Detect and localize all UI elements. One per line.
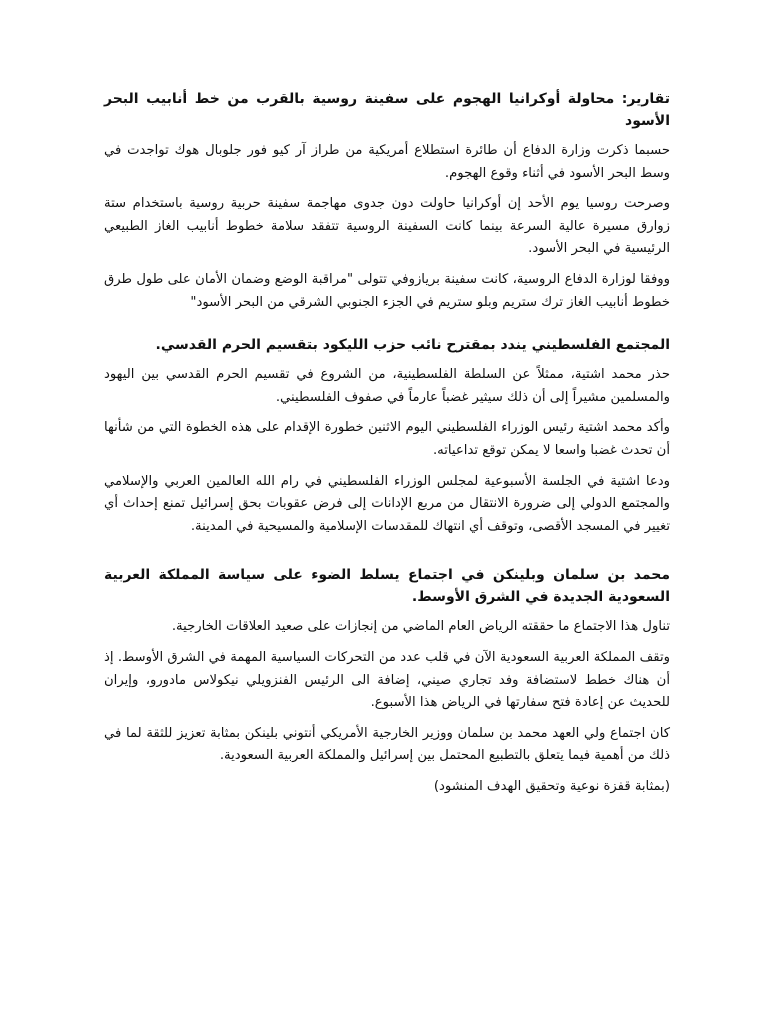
article-paragraph: كان اجتماع ولي العهد محمد بن سلمان ووزير الخارجية الأمريكي أنتوني بلينكن بمثابة تعزيز للثقة لما في ذلك من أهمية فيما يتعلق بالتطبيع المحتمل بين إسرائيل والمملكة العربية السعودية. [104, 725, 670, 764]
article-paragraph: ودعا اشتية في الجلسة الأسبوعية لمجلس الوزراء الفلسطيني في رام الله العالمين العربي والإسلامي والمجتمع الدولي إلى ضرورة الانتقال من مربع الإدانات إلى فرض عقوبات بحق إسرائيل تمنع إحداث أي تغيير في المسجد الأقصى، وتوقف أي انتهاك للمقدسات الإسلامية والمسيحية في المدينة. [104, 473, 670, 534]
article-headline: محمد بن سلمان وبلينكن في اجتماع يسلط الضوء على سياسة المملكة العربية السعودية الجديدة في الشرق الأوسط. [104, 567, 670, 606]
closing-note: (بمثابة قفزة نوعية وتحقيق الهدف المنشود) [433, 778, 670, 794]
document-page [104, 88, 670, 798]
article-ukraine-black-sea [104, 88, 670, 314]
article-paragraph: تناول هذا الاجتماع ما حققته الرياض العام الماضي من إنجازات على صعيد العلاقات الخارجية. [171, 619, 670, 635]
article-palestinian-condemnation [104, 334, 670, 538]
article-paragraph: حسبما ذكرت وزارة الدفاع أن طائرة استطلاع أمريكية من طراز آر كيو فور جلوبال هوك تواجدت في وسط البحر الأسود في أثناء وقوع الهجوم. [104, 143, 670, 181]
article-paragraph: ووفقا لوزارة الدفاع الروسية، كانت سفينة بريازوفي تتولى "مراقبة الوضع وضمان الأمان على طول طرق خطوط أنابيب الغاز ترك ستريم وبلو ستريم في الجزء الجنوبي الشرقي من البحر الأسود" [104, 271, 670, 310]
article-paragraph: وتقف المملكة العربية السعودية الآن في قلب عدد من التحركات السياسية المهمة في الشرق الأوسط. إذ أن هناك خطط لاستضافة وفد تجاري صيني، إضافة الى الرئيس الفنزويلي نيكولاس مادورو، وإيران للحديث عن إعادة فتح سفارتها في الرياض هذا الأسبوع. [104, 649, 670, 711]
article-headline: المجتمع الفلسطيني يندد بمقترح نائب حزب الليكود بتقسيم الحرم القدسي. [155, 337, 670, 354]
article-paragraph: وصرحت روسيا يوم الأحد إن أوكرانيا حاولت دون جدوى مهاجمة سفينة حربية روسية باستخدام ستة زوارق مسيرة عالية السرعة بينما كانت السفينة الروسية تتفقد سلامة خطوط أنابيب الغاز الطبيعي الرئيسية في البحر الأسود. [104, 196, 670, 257]
article-headline: تقارير: محاولة أوكرانيا الهجوم على سفينة روسية بالقرب من خط أنابيب البحر الأسود [104, 91, 670, 129]
article-paragraph: وأكد محمد اشتية رئيس الوزراء الفلسطيني اليوم الاثنين خطورة الإقدام على هذه الخطوة التي من شأنها أن تحدث غضبا واسعا لا يمكن توقع تداعياته. [104, 420, 670, 458]
article-paragraph: حذر محمد اشتية، ممثلاً عن السلطة الفلسطينية، من الشروع في تقسيم الحرم القدسي بين اليهود والمسلمين مشيراً إلى أن ذلك سيثير غضباً عارماً في صفوف الفلسطيني. [104, 367, 670, 405]
article-mbs-blinken-meeting [104, 564, 670, 798]
